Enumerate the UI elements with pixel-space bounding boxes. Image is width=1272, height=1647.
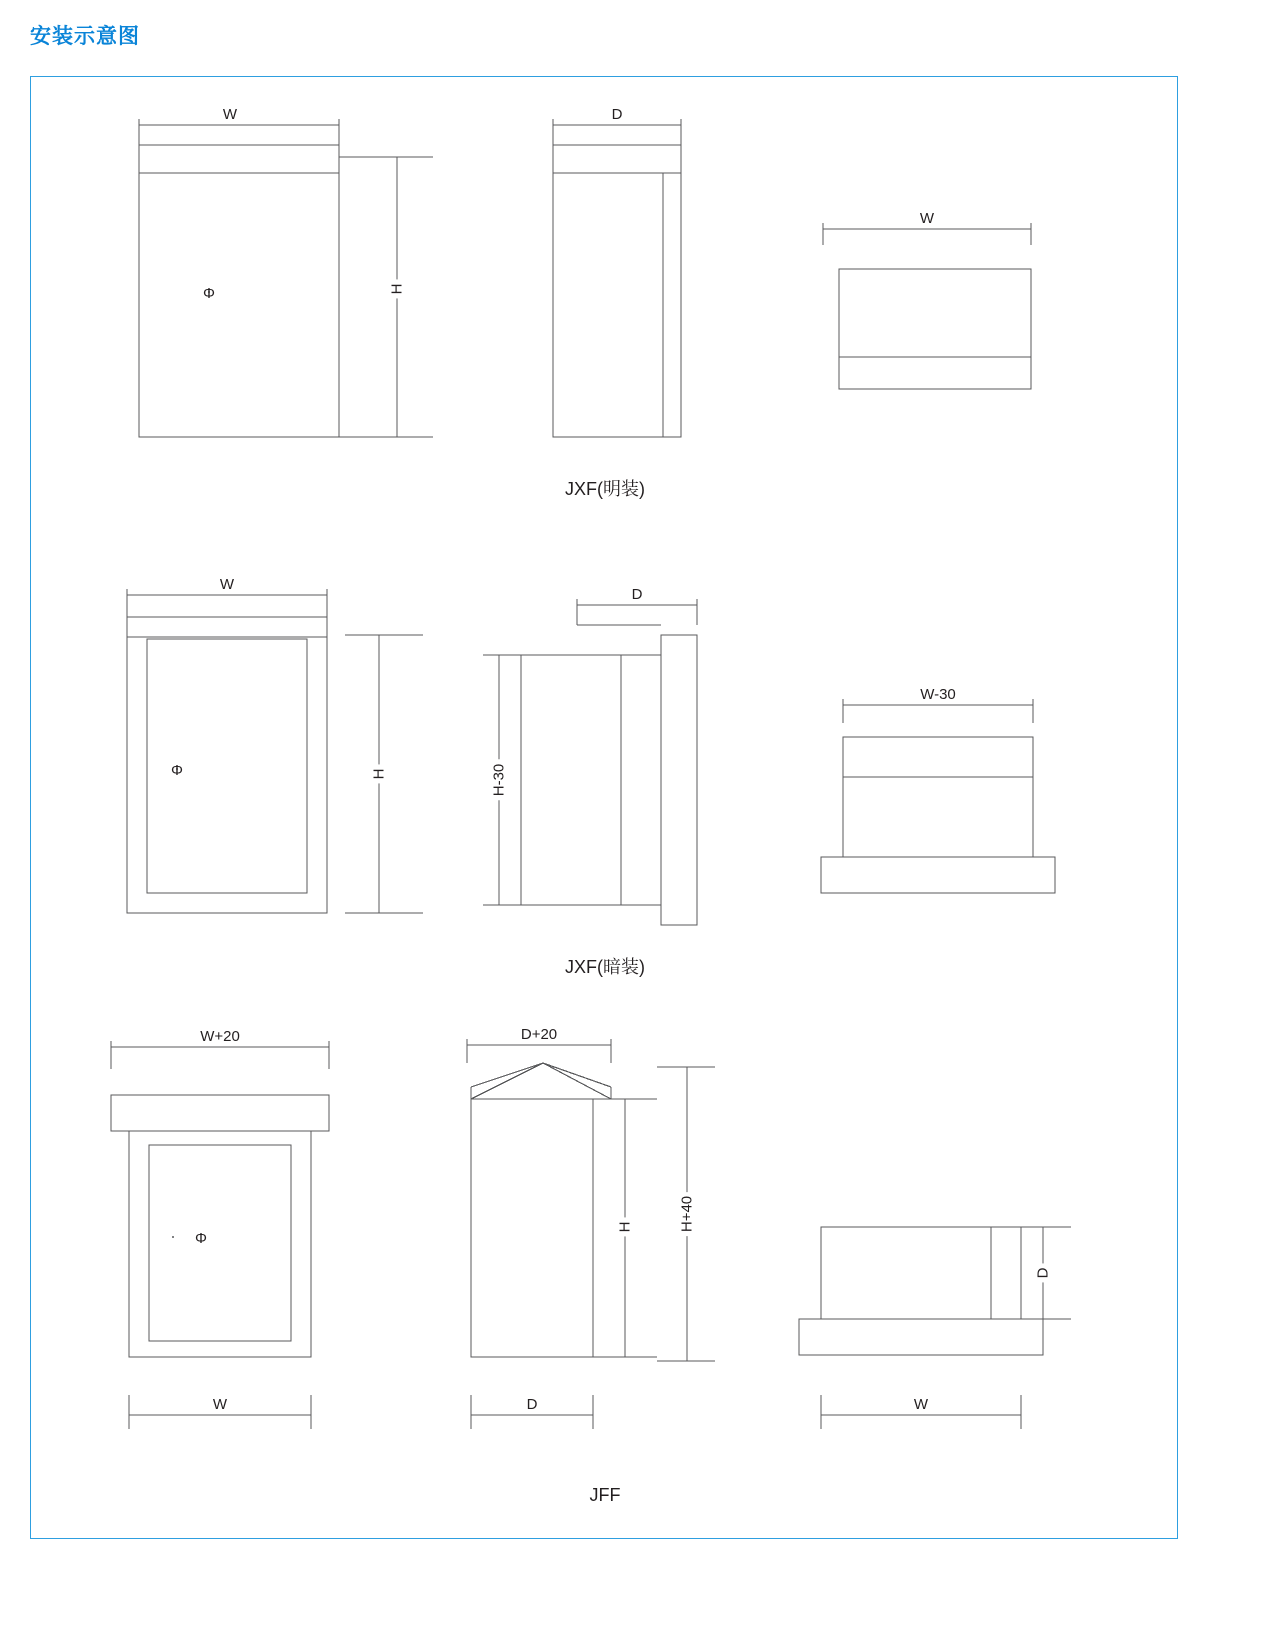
g3-lock-mark (173, 1237, 174, 1238)
g2-top-inner-width-label: W-30 (916, 687, 960, 702)
g1-top-width-label: W (916, 211, 938, 226)
g2-top-view (821, 699, 1055, 893)
installation-diagram-frame (30, 76, 1178, 1539)
g1-side-depth-label: D (608, 107, 627, 122)
g3-side-outer-height-label: H+40 (680, 1192, 695, 1236)
g3-caption: JFF (589, 1485, 621, 1505)
g2-front-view (127, 589, 423, 913)
g1-top-view (823, 223, 1031, 389)
g2-side-inner-height-label: H-30 (492, 760, 507, 801)
g2-front-height-label: H (372, 765, 387, 784)
g3-side-outer-depth-label: D+20 (517, 1027, 561, 1042)
g3-top-view (799, 1227, 1071, 1429)
g3-top-depth-label: D (1036, 1264, 1051, 1283)
page-title: 安装示意图 (30, 25, 140, 48)
g1-front-width-label: W (219, 107, 241, 122)
g1-front-height-label: H (390, 280, 405, 299)
g1-side-view (553, 119, 681, 437)
g3-side-view (467, 1039, 715, 1429)
g3-front-width-label: W (209, 1397, 231, 1412)
g2-side-view (483, 599, 697, 925)
g1-front-view (139, 119, 433, 437)
g1-front-lock-label: Φ (203, 285, 215, 302)
g3-top-width-label: W (910, 1397, 932, 1412)
g3-front-outer-width-label: W+20 (196, 1029, 244, 1044)
g2-front-width-label: W (216, 577, 238, 592)
g3-side-depth-label: D (523, 1397, 542, 1412)
g2-side-depth-label: D (628, 587, 647, 602)
g2-front-lock-label: Φ (171, 762, 183, 779)
g1-caption: JXF(明装) (565, 479, 645, 499)
g3-front-view (111, 1041, 329, 1429)
g2-caption: JXF(暗装) (565, 957, 645, 977)
g3-side-height-label: H (618, 1218, 633, 1237)
g3-front-lock-label: Φ (195, 1230, 207, 1247)
